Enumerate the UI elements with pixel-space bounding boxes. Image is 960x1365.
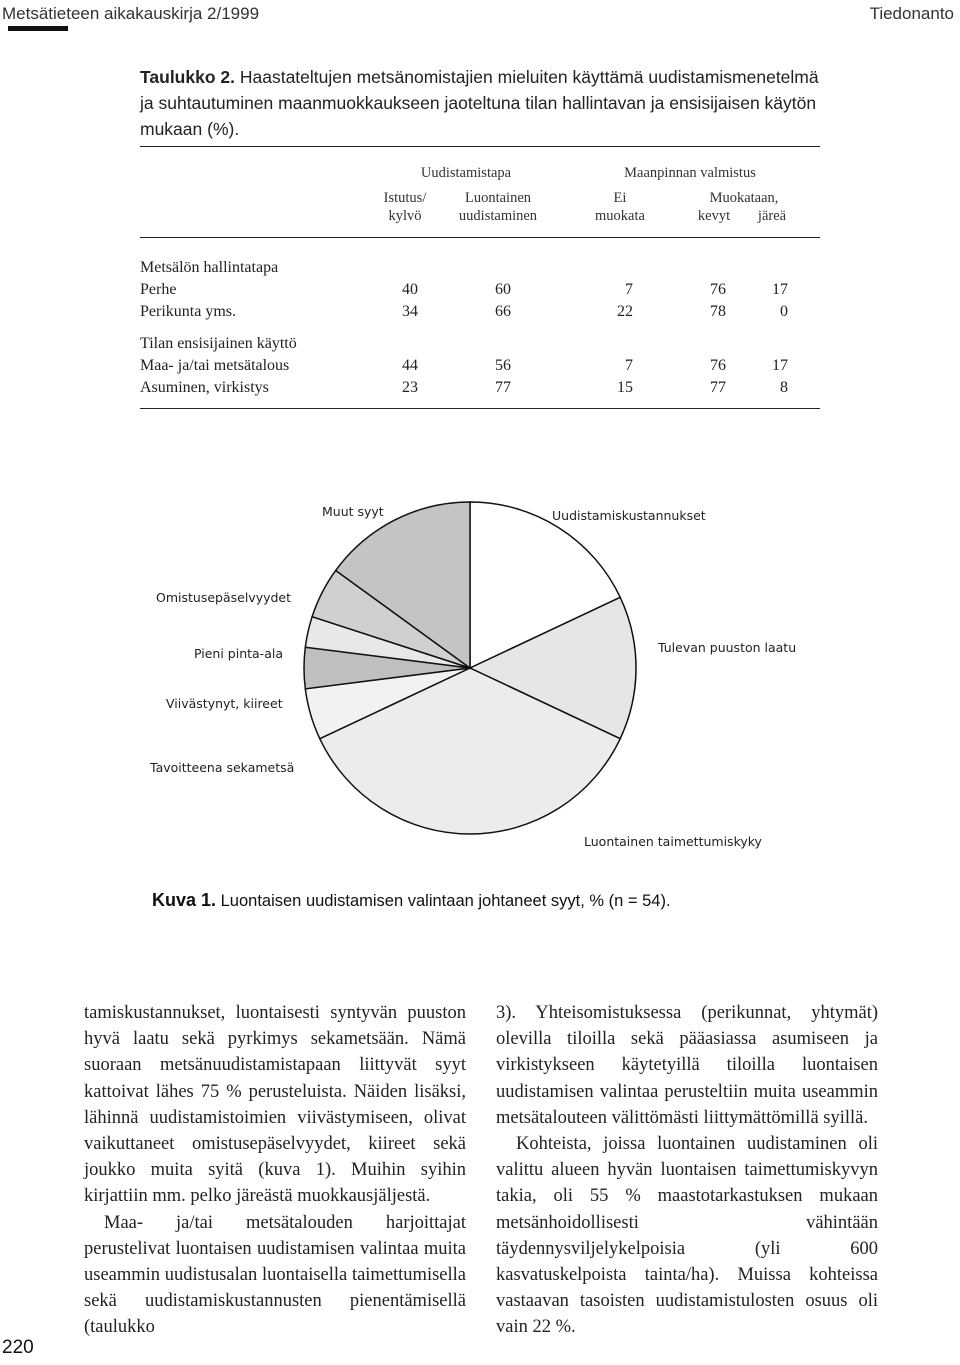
row-label: Maa- ja/tai metsätalous [140, 357, 290, 374]
pie-slice-label: Pieni pinta-ala [194, 646, 283, 661]
group-header-uudistamistapa: Uudistamistapa [420, 165, 512, 181]
body-column-left [84, 1000, 466, 1341]
col-header-4a: Muokataan, [709, 190, 779, 206]
table-top-rule [140, 146, 820, 147]
pie-slice-label: Luontainen taimettumiskyky [584, 834, 762, 849]
paragraph: Kohteista, joissa luontainen uudistaminen oli valittu alueen hyvän luontaisen taimettumiskyvyn takia, oli 55 % maastotarkastuksen mukaan metsänhoidollisesti vähintään täydennysviljelykelpoisia (yli 600 kasvatuskelpoista tainta/ha). Muissa kohteissa vastaavan tasoisten uudistamistulosten osuus oli vain 22 %. [496, 1134, 878, 1338]
table-cell: 44 [402, 357, 418, 374]
table-header-rule [140, 237, 820, 238]
body-column-right [496, 1000, 878, 1341]
section-label: Tiedonanto [869, 4, 954, 23]
pie-slice-label: Uudistamiskustannukset [552, 508, 706, 523]
table-cell: 0 [780, 303, 788, 320]
table-cell: 40 [402, 281, 418, 298]
row-label: Perikunta yms. [140, 303, 236, 320]
group-header-maanpinnan: Maanpinnan valmistus [624, 165, 756, 181]
table-cell: 56 [495, 357, 511, 374]
figure-caption-text: Luontaisen uudistamisen valintaan johtaneet syyt, % (n = 54). [220, 892, 671, 910]
table-cell: 23 [402, 379, 418, 396]
header-bar [8, 26, 68, 31]
page-number: 220 [2, 1337, 34, 1358]
table-bottom-rule [140, 408, 820, 409]
table-cell: 7 [625, 357, 633, 374]
table-caption [140, 64, 830, 142]
table-label: Taulukko 2. [140, 67, 235, 87]
table-cell: 34 [402, 303, 418, 320]
table-cell: 77 [710, 379, 726, 396]
paragraph: Maa- ja/tai metsätalouden harjoittajat perustelivat luontaisen uudistamisen valintaa muita useammin uudistusalan luontaisella taimettumisella sekä uudistamiskustannusten pienentämisellä (taulukko [84, 1212, 466, 1338]
col-header-1a: Istutus/ [383, 190, 427, 206]
table-cell: 8 [780, 379, 788, 396]
journal-title: Metsätieteen aikakauskirja 2/1999 [2, 4, 260, 23]
col-header-3a: Ei [613, 190, 627, 206]
table-cell: 22 [617, 303, 633, 320]
row-label: Perhe [140, 281, 177, 298]
table-cell: 76 [710, 281, 726, 298]
table-cell: 76 [710, 357, 726, 374]
col-header-1b: kylvö [388, 208, 422, 224]
pie-slice-label: Tulevan puuston laatu [658, 640, 797, 655]
col-header-5b: järeä [757, 208, 787, 224]
table-cell: 60 [495, 281, 511, 298]
col-header-4b: kevyt [697, 208, 731, 224]
section-title: Tilan ensisijainen käyttö [140, 335, 297, 352]
figure-label: Kuva 1. [152, 890, 217, 910]
table-cell: 78 [710, 303, 726, 320]
col-header-3b: muokata [595, 208, 645, 224]
section-title: Metsälön hallintatapa [140, 259, 279, 276]
table-cell: 66 [495, 303, 511, 320]
table-caption-text: Haastateltujen metsänomistajien mieluiten käyttämä uudistamismenetelmä ja suhtautuminen maanmuokkaukseen jaoteltuna tilan hallintavan ja ensisijaisen käytön mukaan (%). [140, 67, 819, 139]
table-cell: 17 [772, 281, 788, 298]
table-cell: 17 [772, 357, 788, 374]
col-header-2a: Luontainen [464, 190, 532, 206]
pie-slice-label: Muut syyt [322, 504, 384, 519]
table-cell: 15 [617, 379, 633, 396]
paragraph: 3). Yhteisomistuksessa (perikunnat, yhtymät) olevilla tiloilla sekä pääasiassa asumiseen ja virkistykseen käytetyillä tiloilla luontaisen uudistamisen valintaa perusteltiin muita useammin metsätalouteen välittömästi liittymättömillä syillä. [496, 1003, 878, 1128]
pie-chart [0, 480, 960, 880]
figure-caption [152, 890, 671, 911]
pie-slice-label: Omistusepäselvyydet [156, 590, 292, 605]
col-header-2b: uudistaminen [458, 208, 538, 224]
table-cell: 77 [495, 379, 511, 396]
pie-slice-label: Viivästynyt, kiireet [166, 696, 283, 711]
pie-slice-label: Tavoitteena sekametsä [150, 760, 295, 775]
table-cell: 7 [625, 281, 633, 298]
paragraph: tamiskustannukset, luontaisesti syntyvän puuston hyvä laatu sekä pyrkimys sekametsään. Nämä suoraan metsänuudistamistapaan liittyvät syyt kattoivat lähes 75 % perusteluista. Näiden lisäksi, lähinnä uudistamistoimien viivästymiseen, olivat vaikuttaneet omistusepäselvyydet, kiireet sekä joukko muita syitä (kuva 1). Muihin syihin kirjattiin mm. pelko järeästä muokkausjäljestä. [84, 1003, 466, 1207]
row-label: Asuminen, virkistys [140, 379, 269, 396]
